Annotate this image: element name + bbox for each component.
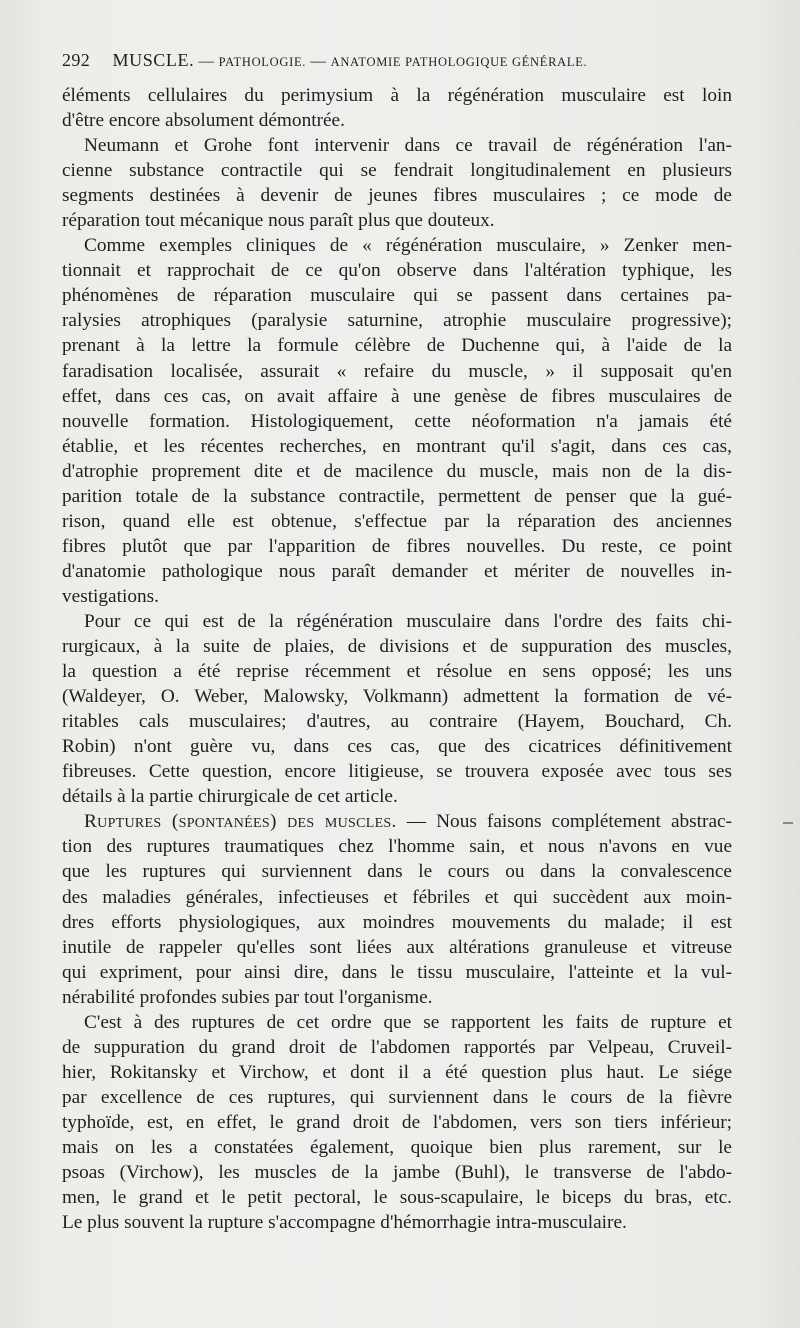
text-line: de suppuration du grand droit de l'abdomen rapportés par Velpeau, Cruveil- [62,1036,732,1058]
text-line: parition totale de la substance contractile, permettent de penser que la gué- [62,485,732,507]
text-line: cienne substance contractile qui se fendrait longitudinalement en plusieurs [62,160,732,182]
text-line: tionnait et rapprochait de ce qu'on observe dans l'altération typhique, les [62,260,732,282]
text-line: d'anatomie pathologique nous paraît demander et mériter de nouvelles in- [62,560,732,582]
text-line: détails à la partie chirurgicale de cet article. [62,786,398,808]
text-line: ralysies atrophiques (paralysie saturnine, atrophie musculaire progressive); [62,310,732,332]
text-line: éléments cellulaires du perimysium à la régénération musculaire est loin [62,85,732,106]
text-line: dres efforts physiologiques, aux moindres mouvements du malade; il est [62,911,732,933]
text-line: tion des ruptures traumatiques chez l'homme sain, et nous n'avons en vue [62,836,732,858]
text-line: qui expriment, pour ainsi dire, dans le tissu musculaire, l'atteinte et la vul- [62,961,732,983]
text-line: ritables cals musculaires; d'autres, au contraire (Hayem, Bouchard, Ch. [62,711,732,733]
page-number: 292 [62,50,91,70]
running-header [62,50,742,71]
heading-ruptures: Ruptures [84,811,162,833]
text-line: des maladies générales, infectieuses et fébriles et qui succèdent aux moin- [62,886,732,908]
text-line: Comme exemples cliniques de « régénération musculaire, » Zenker men- [84,235,732,257]
text-line: segments destinées à devenir de jeunes fibres musculaires ; ce mode de [62,185,732,207]
text-line: faradisation localisée, assurait « refaire du muscle, » il supposait qu'en [62,360,732,382]
header-separator: — [198,53,215,70]
text-line: effet, dans ces cas, on avait affaire à une genèse de fibres musculaires de [62,385,732,407]
text-line: Neumann et Grohe font intervenir dans ce travail de régénération l'an- [84,135,732,157]
text-line: que les ruptures qui surviennent dans le cours ou dans la convalescence [62,861,732,883]
header-section: PATHOLOGIE. [218,55,307,69]
text-line: rison, quand elle est obtenue, s'effectue par la réparation des anciennes [62,510,732,532]
text-line: rurgicaux, à la suite de plaies, de divisions et de suppuration des muscles, [62,636,732,658]
text-line: établie, et les récentes recherches, en montrant qu'il s'agit, dans ces cas, [62,435,732,457]
section-heading [84,811,397,832]
text-line: Pour ce qui est de la régénération musculaire dans l'ordre des faits chi- [84,610,732,632]
text-line: la question a été reprise récemment et résolue en sens opposé; les uns [62,661,732,683]
text-line: d'atrophie proprement dite et de macilence du muscle, mais non de la dis- [62,460,732,482]
heading-spontanees: (spontanées) [171,811,277,833]
text-line-rest: — Nous faisons complétement abstrac- [396,811,732,833]
text-line: par excellence de ces ruptures, qui surviennent dans le cours de la fièvre [62,1086,732,1108]
heading-des-muscles: des muscles. [287,811,397,833]
text-line: réparation tout mécanique nous paraît plus que douteux. [62,210,495,232]
section-heading-line [62,809,732,834]
text-line: inutile de rappeler qu'elles sont liées aux altérations granuleuse et vitreuse [62,936,732,958]
text-line: C'est à des ruptures de cet ordre que se rapportent les faits de rupture et [84,1011,732,1033]
text-line: fibres plutôt que par l'apparition de fibres nouvelles. Du reste, ce point [62,535,732,557]
text-line: typhoïde, est, en effet, le grand droit de l'abdomen, vers son tiers inférieur; [62,1111,732,1133]
page-body [62,83,732,1235]
text-line: men, le grand et le petit pectoral, le sous-scapulaire, le biceps du bras, etc. [62,1187,732,1209]
text-line: fibreuses. Cette question, encore litigieuse, se trouvera exposée avec tous ses [62,761,732,783]
text-line: d'être encore absolument démontrée. [62,110,345,132]
text-line: Robin) n'ont guère vu, dans ces cas, que des cicatrices définitivement [62,736,732,758]
text-line: nérabilité profondes subies par tout l'organisme. [62,986,433,1008]
margin-mark [783,822,793,824]
text-line: nouvelle formation. Histologiquement, cette néoformation n'a jamais été [62,410,732,432]
header-separator: — [310,53,327,70]
text-line: Le plus souvent la rupture s'accompagne d'hémorrhagie intra-musculaire. [62,1212,627,1234]
running-title: MUSCLE. [112,50,195,70]
text-line: (Waldeyer, O. Weber, Malowsky, Volkmann) admettent la formation de vé- [62,686,732,708]
text-line: vestigations. [62,585,159,607]
text-line: prenant à la lettre la formule célèbre de Duchenne qui, à l'aide de la [62,335,732,357]
text-line: phénomènes de réparation musculaire qui se passent dans certaines pa- [62,285,732,307]
text-line: hier, Rokitansky et Virchow, et dont il a été question plus haut. Le siége [62,1061,732,1083]
header-subsection: ANATOMIE PATHOLOGIQUE GÉNÉRALE. [330,55,588,69]
text-line: mais on les a constatées également, quoique bien plus rarement, sur le [62,1136,732,1158]
text-line: psoas (Virchow), les muscles de la jambe (Buhl), le transverse de l'abdo- [62,1162,732,1184]
